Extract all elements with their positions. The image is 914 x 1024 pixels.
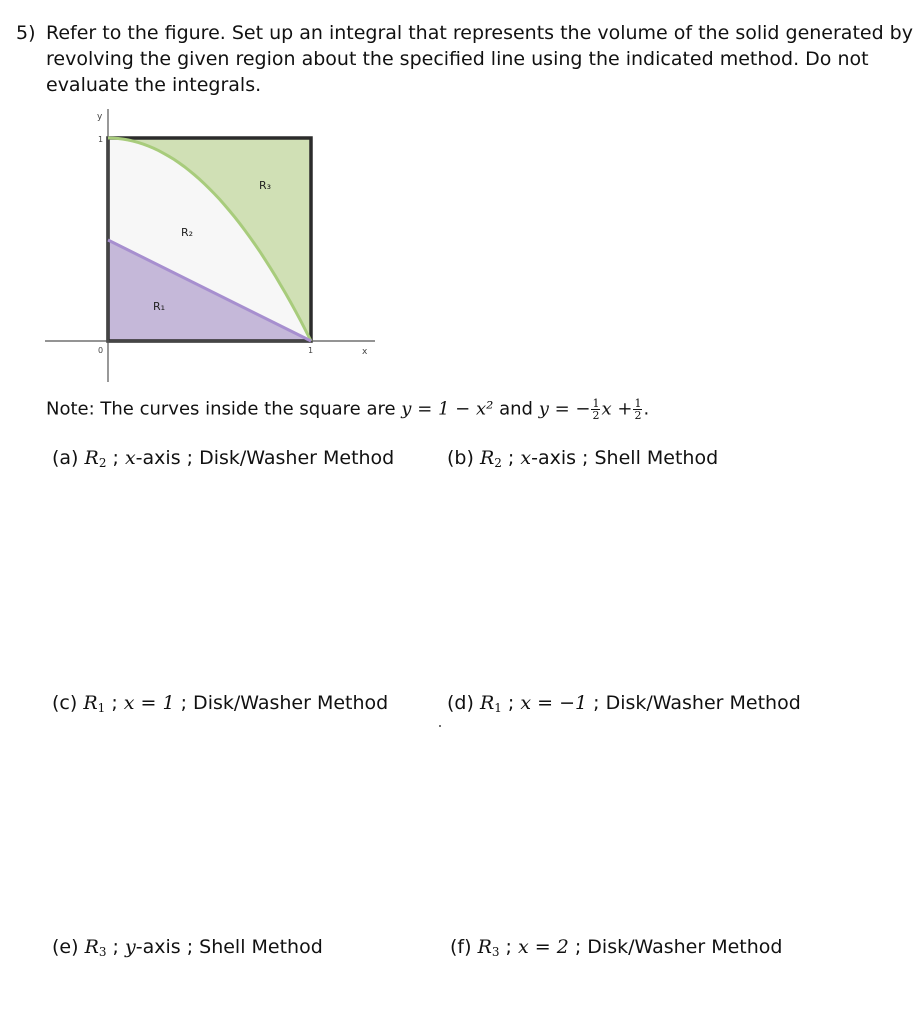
figure-svg — [40, 104, 390, 389]
part-b: (b) $R_2$ ; x-axis ; Shell Method — [447, 447, 719, 470]
part-c: (c) $R_1$ ; x = 1 ; Disk/Washer Method — [52, 692, 389, 715]
origin-label: 0 — [98, 346, 104, 355]
problem-line-3: evaluate the integrals. — [46, 74, 262, 96]
y-tick-1: 1 — [98, 135, 104, 144]
note-end: . — [643, 398, 650, 420]
problem-number: 5) — [16, 22, 36, 44]
note-lead: Note: The curves inside the square are — [46, 398, 396, 420]
note-connector: and — [499, 398, 533, 420]
y-axis-label: y — [97, 112, 103, 122]
problem-line-1: Refer to the figure. Set up an integral that represents the volume of the solid generated by — [46, 22, 913, 44]
part-f: (f) $R_3$ ; x = 2 ; Disk/Washer Method — [450, 936, 783, 959]
stray-dot — [439, 725, 441, 727]
region-label-r1: R₁ — [153, 300, 166, 313]
x-axis-label: x — [362, 347, 368, 357]
region-label-r3: R₃ — [259, 179, 272, 192]
region-figure — [40, 104, 390, 393]
x-tick-1: 1 — [308, 346, 314, 355]
region-label-r2: R₂ — [181, 226, 194, 239]
fraction-half-1: $\frac{1}{2}$ — [592, 397, 600, 422]
part-d: (d) $R_1$ ; x = −1 ; Disk/Washer Method — [447, 692, 801, 715]
note-curve-2-prefix: y = − — [538, 398, 591, 420]
note-curve-1: y = 1 − x² — [401, 398, 494, 420]
part-e: (e) $R_3$ ; y-axis ; Shell Method — [52, 936, 323, 959]
part-a: (a) $R_2$ ; x-axis ; Disk/Washer Method — [52, 447, 395, 470]
note-line — [46, 398, 649, 421]
problem-line-2: revolving the given region about the specified line using the indicated method. Do not — [46, 48, 869, 70]
note-curve-2-mid: x + — [601, 398, 633, 420]
fraction-half-2: $\frac{1}{2}$ — [634, 397, 642, 422]
